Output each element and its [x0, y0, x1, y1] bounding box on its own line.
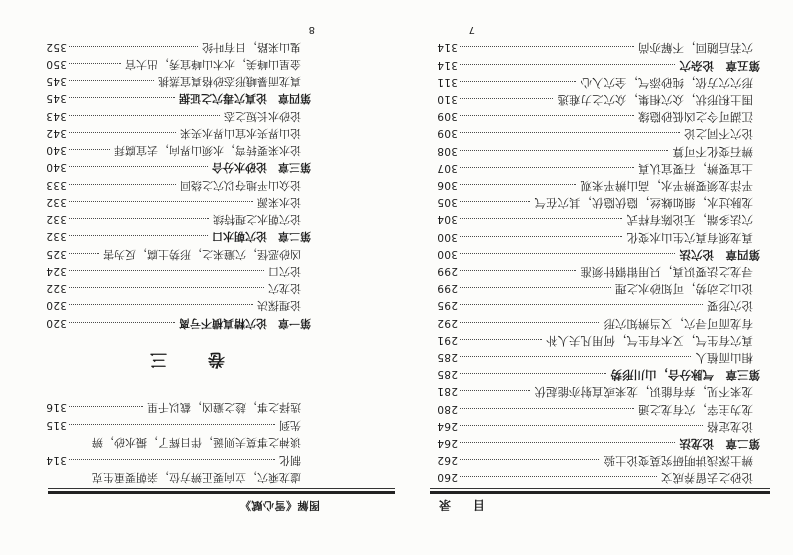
dot-leader — [460, 81, 577, 82]
toc-entry — [437, 194, 753, 211]
dot-leader — [460, 322, 600, 323]
entry-title: 穴法多端，无论陈有样式 — [626, 213, 753, 228]
toc-entry — [46, 400, 301, 417]
entry-title: 第二章 论龙法 — [679, 437, 760, 452]
page-reference: 324 — [46, 264, 67, 277]
toc-entry — [437, 280, 753, 297]
dot-leader — [460, 150, 669, 151]
entry-title: 论山界夹水宜山界水夹来 — [180, 126, 301, 140]
page-reference: 309 — [437, 127, 458, 140]
entry-title: 穴若后随回，不解亦尚 — [638, 41, 753, 56]
toc-page-left — [430, 0, 770, 555]
chapter-heading — [46, 315, 311, 332]
dot-leader — [460, 64, 676, 65]
dot-leader — [69, 166, 208, 167]
page-reference: 342 — [46, 126, 67, 139]
entry-title: 论穴口 — [268, 264, 301, 278]
entry-title: 有龙而可寻穴，又当辨知穴形 — [603, 316, 753, 331]
entry-title: 先到 — [279, 419, 301, 432]
entry-title: 论山之动势，可知砂水之理 — [615, 282, 753, 297]
page-reference: 304 — [437, 213, 458, 226]
toc-entry — [437, 401, 753, 418]
dot-leader — [460, 115, 634, 116]
page-reference: 281 — [437, 385, 458, 398]
entry-title: 论理探决 — [257, 299, 301, 313]
page-reference: 314 — [437, 41, 458, 54]
dot-leader — [460, 219, 623, 220]
page-reference: 300 — [437, 230, 458, 243]
dot-leader — [69, 115, 220, 116]
dot-leader — [460, 201, 531, 202]
page-reference: 333 — [46, 178, 67, 191]
toc-entry — [437, 143, 753, 160]
page-reference: 320 — [46, 316, 67, 329]
dot-leader — [69, 97, 175, 98]
page-reference: 314 — [437, 58, 458, 71]
toc-entry — [46, 280, 301, 297]
page-reference: 299 — [437, 265, 458, 278]
page-reference: 285 — [437, 368, 458, 381]
page-reference: 310 — [437, 93, 458, 106]
page-reference: 345 — [46, 92, 67, 105]
entry-title: 江湖可令之凶低砂隐缘 — [638, 110, 753, 125]
entry-title: 龙为主宰，穴有龙之通 — [638, 402, 753, 417]
entry-title: 论砂之去留养成文 — [661, 471, 753, 486]
dot-leader — [460, 459, 600, 460]
page-reference: 322 — [46, 282, 67, 295]
entry-title: 辨石变化不可算 — [672, 144, 753, 159]
toc-entry — [46, 470, 301, 487]
entry-title: 龙来不见，弃有能识，龙来或直射亦能起伏 — [534, 385, 753, 400]
page-reference: 306 — [437, 179, 458, 192]
dot-leader — [69, 235, 208, 236]
entry-title: 真龙须有真穴生山水变化 — [626, 230, 753, 245]
toc-entry — [437, 40, 753, 57]
page-reference: 350 — [46, 57, 67, 70]
page-reference: 280 — [437, 402, 458, 415]
dot-leader — [460, 184, 577, 185]
toc-entry — [437, 470, 753, 487]
dot-leader — [460, 167, 634, 168]
page-reference: 332 — [46, 195, 67, 208]
entry-title: 论水来源 — [257, 195, 301, 209]
chapter-heading — [46, 159, 311, 176]
header-rule — [48, 492, 395, 495]
toc-entry — [46, 246, 301, 263]
page-reference: 264 — [437, 437, 458, 450]
toc-entry — [437, 74, 753, 91]
toc-entry — [437, 212, 753, 229]
dot-leader — [460, 270, 577, 271]
dot-leader — [69, 132, 176, 133]
toc-entry — [46, 39, 301, 56]
dot-leader — [460, 391, 531, 392]
entry-title: 第二章 论穴朝水口 — [212, 230, 311, 244]
toc-entry — [46, 73, 301, 90]
volume-label: 卷 三 — [138, 349, 225, 369]
chapter-heading — [437, 57, 760, 74]
entry-title: 第四章 论真穴毒穴之证据 — [179, 92, 311, 106]
dot-leader — [69, 322, 175, 323]
entry-title: 论水来要转弯，水须山界向，去宜腐拜 — [114, 144, 301, 158]
entry-title: 论穴形要 — [707, 299, 753, 314]
page-number: 8 — [308, 24, 315, 35]
page-reference: 295 — [437, 299, 458, 312]
chapter-heading — [437, 366, 760, 383]
running-header: 目 录 — [433, 498, 485, 512]
entry-title: 第三章 论砂水分合 — [212, 161, 311, 175]
dot-leader — [69, 63, 121, 64]
page-reference: 305 — [437, 196, 458, 209]
dot-leader — [460, 339, 542, 340]
dot-leader — [69, 407, 143, 408]
page-reference: 343 — [46, 109, 67, 122]
toc-entry — [46, 435, 301, 452]
entry-title: 凶砂恶怪，穴避来之，形势土腐，反为害 — [103, 247, 301, 261]
page-reference: 309 — [437, 110, 458, 123]
toc-entry — [437, 126, 753, 143]
entry-title: 论穴朝水之理特续 — [213, 213, 301, 227]
page-number: 7 — [468, 24, 475, 35]
dot-leader — [69, 287, 264, 288]
page-reference: 264 — [437, 419, 458, 432]
entry-title: 寻龙之法要识真，只用钳钢针须准 — [580, 265, 753, 280]
entry-title: 第四章 论穴法 — [679, 247, 760, 262]
toc-entry — [437, 452, 753, 469]
header-rule-thin — [430, 489, 770, 490]
toc-entry — [437, 160, 753, 177]
dot-leader — [69, 253, 99, 254]
entry-title: 第三章 气脉分合，山川形势 — [610, 368, 760, 383]
entry-title: 论众山平地夺以穴之绕回 — [180, 178, 301, 192]
dot-leader — [460, 305, 703, 306]
dot-leader — [460, 477, 657, 478]
page-reference: 315 — [46, 419, 67, 431]
dot-leader — [69, 46, 198, 47]
dot-leader — [69, 270, 264, 271]
page-reference: 262 — [437, 454, 458, 467]
entry-title: 论龙穴 — [268, 282, 301, 296]
page-reference: 311 — [437, 75, 458, 88]
dot-leader — [69, 304, 253, 305]
entry-title: 真龙而暴峨形态砂格真宜蒸挑 — [158, 75, 301, 89]
header-rule — [430, 492, 770, 495]
toc-entry — [46, 125, 301, 142]
page-reference: 291 — [437, 333, 458, 346]
dot-leader — [460, 408, 634, 409]
entry-title: 辨土深浅讲明研究莫变论土验 — [603, 454, 753, 469]
chapter-heading — [437, 246, 760, 263]
toc-entry — [46, 56, 301, 73]
dot-leader — [460, 98, 554, 99]
toc-entry — [437, 349, 753, 366]
entry-title: 论龙定格 — [707, 419, 753, 434]
dot-leader — [460, 253, 676, 254]
page-reference: 308 — [437, 144, 458, 157]
toc-entry — [46, 263, 301, 280]
page-reference: 325 — [46, 247, 67, 260]
page-reference: 300 — [437, 247, 458, 260]
toc-entry — [46, 211, 301, 228]
toc-entry — [46, 194, 301, 211]
entry-title: 论砂水长短之态 — [224, 109, 301, 123]
toc-entry — [437, 177, 753, 194]
header-rule-thin — [48, 489, 395, 490]
dot-leader — [460, 287, 611, 288]
dot-leader — [69, 80, 154, 81]
dot-leader — [460, 47, 634, 48]
page-reference: 332 — [46, 230, 67, 243]
page-reference: 299 — [437, 282, 458, 295]
entry-title: 土宜要辨，石要宜认真 — [638, 161, 753, 176]
entry-title: 论穴不同之论 — [684, 127, 753, 142]
dot-leader — [460, 373, 607, 374]
entry-title: 制化 — [279, 454, 301, 467]
toc-entry — [46, 108, 301, 125]
entry-title: 鬼山来路，日有叶纶 — [202, 40, 301, 54]
entry-title: 第五章 论杂穴 — [679, 58, 760, 73]
entry-title: 谈神之事莫夫则诞，伴日辉了，撮水砂，辨 — [92, 436, 301, 450]
dot-leader — [69, 184, 176, 185]
toc-entry — [46, 452, 301, 469]
page-reference: 332 — [46, 213, 67, 226]
running-header: 图解《雪心赋》 — [239, 499, 320, 512]
toc-entry — [437, 108, 753, 125]
dot-leader — [460, 236, 623, 237]
dot-leader — [460, 425, 703, 426]
toc-entry — [46, 297, 301, 314]
chapter-heading — [437, 435, 760, 452]
toc-entry — [437, 384, 753, 401]
dot-leader — [69, 218, 209, 219]
dot-leader — [69, 459, 275, 460]
page-reference: 320 — [46, 299, 67, 312]
chapter-heading — [46, 228, 311, 245]
dot-leader — [69, 149, 110, 150]
toc-entry — [437, 315, 753, 332]
dot-leader — [69, 201, 253, 202]
toc-entry — [437, 91, 753, 108]
toc-entry — [437, 229, 753, 246]
page-reference: 340 — [46, 161, 67, 174]
toc-entry — [46, 142, 301, 159]
toc-entry — [46, 417, 301, 434]
entry-title: 第一章 论穴精真横不亏离 — [179, 316, 311, 330]
dot-leader — [460, 442, 676, 443]
page-reference: 260 — [437, 471, 458, 484]
entry-title: 相山而植人 — [695, 351, 753, 366]
entry-title: 形穴穴方依，纯砂添气，全穴入心 — [580, 75, 753, 90]
entry-title: 虚龙乘穴，立向要正辨方位，亲朝要重生克 — [92, 471, 301, 485]
page-reference: 345 — [46, 75, 67, 88]
toc-entry — [437, 298, 753, 315]
dot-leader — [460, 356, 692, 357]
chapter-heading — [46, 90, 311, 107]
page-reference: 314 — [46, 454, 67, 466]
entry-title: 龙脉过水，细如蛛丝，隐伏隐伏，其穴在气 — [534, 196, 753, 211]
entry-title: 选择之事，趁之避凶，截以千里 — [147, 401, 301, 415]
entry-title: 围土积形状，众穴相集，众穴之力难逃 — [557, 93, 753, 108]
entry-title: 平洋龙须要辨平水，高山辨平来观 — [580, 179, 753, 194]
page-reference: 307 — [437, 161, 458, 174]
page-reference: 340 — [46, 144, 67, 157]
page-reference: 285 — [437, 351, 458, 364]
dot-leader — [460, 133, 680, 134]
page-reference: 352 — [46, 40, 67, 53]
entry-title: 金星山峰美，水木山峰宜秀，出大官 — [125, 57, 301, 71]
dot-leader — [69, 424, 275, 425]
toc-entry — [46, 177, 301, 194]
toc-entry — [437, 418, 753, 435]
toc-entry — [437, 263, 753, 280]
toc-entry — [437, 332, 753, 349]
page-reference: 316 — [46, 401, 67, 414]
page-reference: 292 — [437, 316, 458, 329]
entry-title: 真穴有生气，又木有生气，何用凡夫人补 — [546, 333, 753, 348]
toc-page-right — [45, 0, 395, 555]
